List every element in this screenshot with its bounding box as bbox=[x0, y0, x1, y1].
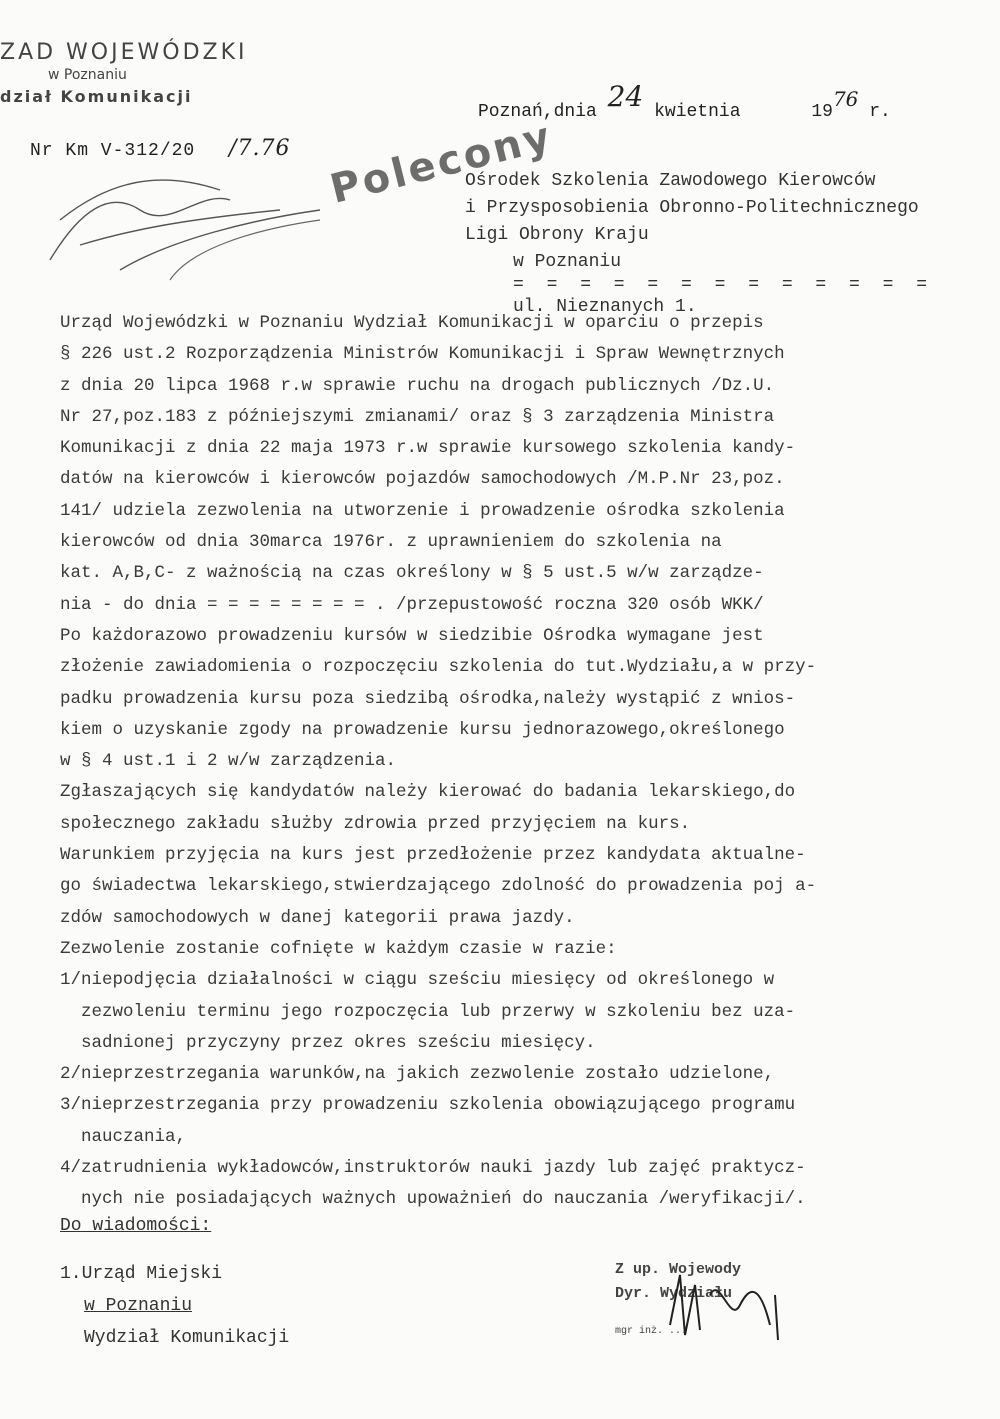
body-paragraph: Zgłaszających się kandydatów należy kierować do badania lekarskiego,do społecznego zakładu służby zdrowia przed przyjęciem na kurs. bbox=[60, 782, 796, 834]
body-paragraph: 2/nieprzestrzegania warunków,na jakich zezwolenie zostało udzielone, bbox=[60, 1064, 775, 1085]
body-paragraph: Warunkiem przyjęcia na kurs jest przedłożenie przez kandydata aktualne- go świadectwa lekarskiego,stwierdzającego zdolność do prowadzenia poj a- zdów samochodowych w danej kategorii prawa jazdy. bbox=[60, 845, 817, 928]
body-paragraph: 1/niepodjęcia działalności w ciągu sześciu miesięcy od określonego w zezwoleniu terminu jego rozpoczęcia lub przerwy w szkoleniu bez uza- sadnionej przyczyny przez okres sześciu miesięcy. bbox=[60, 970, 796, 1053]
signature-line: Z up. Wojewody bbox=[615, 1261, 742, 1278]
body-paragraph: Zezwolenie zostanie cofnięte w każdym czasie w razie: bbox=[60, 938, 617, 959]
address-divider: = = = = = = = = = = = = = bbox=[513, 275, 934, 295]
dateline-month: kwietnia bbox=[654, 102, 741, 122]
address-line: Ośrodek Szkolenia Zawodowego Kierowców bbox=[465, 171, 876, 191]
dateline-day: 24 bbox=[607, 80, 644, 113]
signature-line: mgr inż. ... bbox=[615, 1326, 688, 1337]
dateline-city: Poznań,dnia bbox=[478, 102, 597, 122]
recipient-address bbox=[465, 168, 933, 321]
address-line: w Poznaniu bbox=[513, 252, 622, 272]
handwritten-annotation-icon bbox=[20, 150, 340, 290]
address-line: ul. Nieznanych 1. bbox=[513, 297, 697, 317]
body-paragraph: 4/zatrudnienia wykładowców,instruktorów nauki jazdy lub zajęć praktycz- nych nie posiadających ważnych upoważnień do nauczania /weryfikacji/. bbox=[60, 1158, 806, 1210]
dateline-year-prefix: 19 bbox=[811, 102, 833, 122]
signature-scribble-icon bbox=[660, 1265, 810, 1355]
copy-to-heading: Do wiadomości: bbox=[60, 1216, 212, 1236]
reference-handwritten: /7.76 bbox=[229, 136, 291, 161]
letterhead-department: dział Komunikacji bbox=[0, 87, 193, 106]
letterhead bbox=[0, 40, 248, 106]
signature-line: Dyr. Wydziału bbox=[615, 1285, 733, 1302]
body-paragraph: Urząd Wojewódzki w Poznaniu Wydział Komunikacji w oparciu o przepis § 226 ust.2 Rozporządzenia Ministrów Komunikacji i Spraw Wewnętrznych z dnia 20 lipca 1968 r.w sprawie ruchu na drogach publicznych /Dz.U. Nr 27,poz.183 z późniejszymi zmianami/ oraz § 3 zarządzenia Ministra Komunikacji z dnia 22 maja 1973 r.w sprawie kursowego szkolenia kandy- datów na kierowców i kierowców pojazdów samochodowych /M.P.Nr 23,poz. 141/ udziela zezwolenia na utworzenie i prowadzenie ośrodka szkolenia kierowców od dnia 30marca 1976r. z uprawnieniem do szkolenia na kat. A,B,C- z ważnością na czas określony w § 5 ust.5 w/w zarządze- nia - do dnia = = = = = = = = . /przepustowość roczna 320 osób WKK/ bbox=[60, 313, 796, 615]
body-paragraph: 3/nieprzestrzegania przy prowadzeniu szkolenia obowiązującego programu nauczania, bbox=[60, 1095, 796, 1147]
dateline-suffix: r. bbox=[869, 102, 891, 122]
reference-code: Nr Km V-312/20 bbox=[30, 141, 196, 161]
copy-to-line: 1.Urząd Miejski bbox=[60, 1264, 223, 1284]
letterhead-city: w Poznaniu bbox=[48, 67, 127, 83]
copy-to-line: w Poznaniu bbox=[84, 1296, 193, 1316]
copy-to-line: Wydział Komunikacji bbox=[84, 1328, 290, 1348]
body-paragraph: Po każdorazowo prowadzeniu kursów w siedzibie Ośrodka wymagane jest złożenie zawiadomienia o rozpoczęciu szkolenia do tut.Wydziału,a w przy- padku prowadzenia kursu poza siedzibą ośrodka,należy wystąpić z wnios- kiem o uzyskanie zgody na prowadzenie kursu jednorazowego,określonego w § 4 ust.1 i 2 w/w zarządzenia. bbox=[60, 625, 817, 772]
copy-to-list bbox=[60, 1210, 289, 1354]
address-line: Ligi Obrony Kraju bbox=[465, 225, 649, 245]
letter-body bbox=[60, 308, 980, 1216]
dateline-year-suffix: 76 bbox=[832, 87, 859, 111]
letterhead-office: ZAD WOJEWÓDZKI bbox=[0, 40, 248, 65]
registered-mail-stamp: Polecony bbox=[325, 113, 558, 213]
address-line: i Przysposobienia Obronno-Politechnicznego bbox=[465, 198, 919, 218]
